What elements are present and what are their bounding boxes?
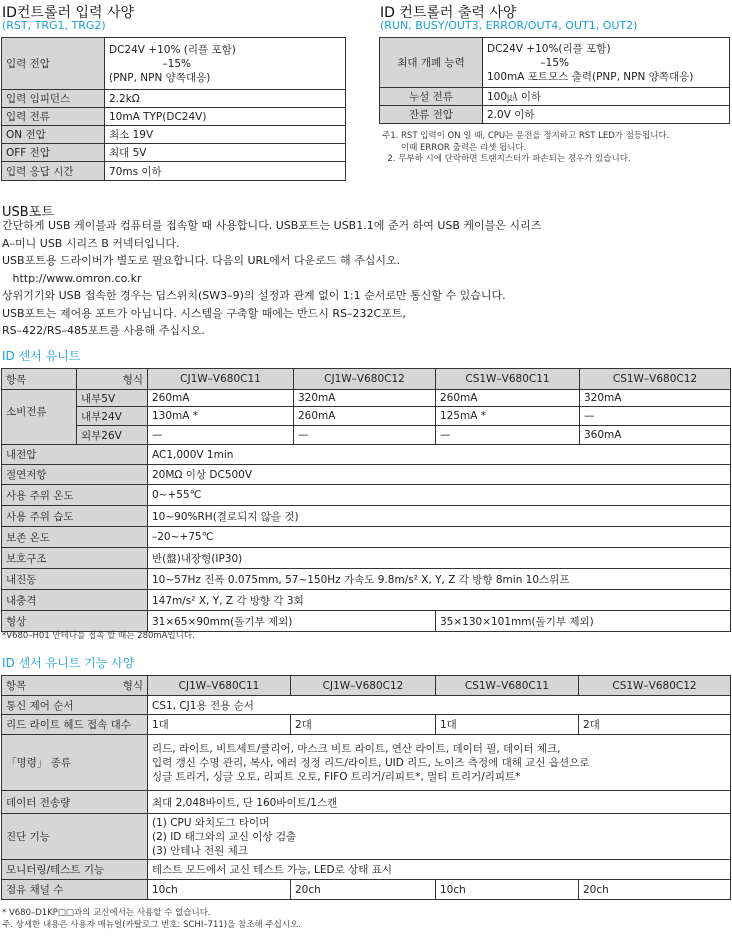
spec-value: 10~90%RH(결로되지 않을 것)	[148, 506, 731, 527]
spec-label: 사용 주위 습도	[2, 506, 148, 527]
cmd-line: 리드, 라이트, 비트세트/클리어, 마스크 비트 라이트, 연산 라이트, 데이터 필, 데이터 체크,	[152, 742, 561, 755]
diag-line: (3) 안테나 전원 체크	[152, 844, 248, 857]
shape-value: 31×65×90mm(돌기부 제외)	[148, 611, 436, 632]
spec-value: 0~+55℃	[148, 485, 731, 506]
cmd-label: 「명령」 종류	[2, 735, 148, 791]
usb-line: RS–422/RS–485포트를 사용해 주십시오.	[2, 324, 205, 337]
output-spec-label: 최대 개폐 능력	[380, 38, 483, 88]
function-title: ID 센서 유니트 기능 사양	[2, 656, 135, 670]
output-spec-notes	[382, 131, 669, 166]
input-spec-label: 입력 전류	[2, 108, 105, 126]
input-spec-label: 입력 응답 시간	[2, 162, 105, 181]
spec-value: 20MΩ 이상 DC500V	[148, 465, 731, 485]
spec-value: 10~57Hz 진폭 0.075mm, 57~150Hz 가속도 9.8m/s² X, Y, Z 각 방향 8min 10스위프	[148, 569, 731, 590]
heads-value: 1대	[436, 715, 579, 735]
input-spec-label: 입력 임피던스	[2, 90, 105, 108]
input-spec-value: –15%	[109, 57, 191, 70]
output-spec-value: DC24V +10%(리플 포함)	[487, 42, 611, 55]
data-label: 데이터 전송량	[2, 791, 148, 814]
model-header: CS1W–V680C11	[436, 676, 579, 696]
output-spec-value: 100mA 포트모스 출력(PNP, NPN 양쪽대응)	[487, 70, 694, 83]
consumption-value: —	[436, 426, 580, 445]
output-spec-title: ID 컨트롤러 출력 사양	[380, 5, 517, 21]
sensor-title: ID 센서 유니트	[2, 349, 81, 363]
input-spec-label: 입력 전압	[2, 38, 105, 90]
note-line: 주1. RST 입력이 ON 일 때, CPU는 운전을 정지하고 RST LED가 점등됩니다.	[382, 131, 670, 141]
heads-label: 리드 라이트 헤드 접속 대수	[2, 715, 148, 735]
header-type-text: 형식	[122, 680, 143, 692]
output-spec-value: 100㎂ 이하	[483, 88, 730, 106]
shape-value: 35×130×101mm(돌기부 제외)	[436, 611, 731, 632]
spec-label: 보존 온도	[2, 527, 148, 548]
channel-value: 10ch	[436, 880, 579, 900]
input-spec-value: 최대 5V	[105, 144, 346, 162]
monitor-label: 모니터링/테스트 기능	[2, 860, 148, 880]
usb-line: A–미니 USB 시리즈 B 커넥터입니다.	[2, 236, 180, 250]
sensor-table	[1, 368, 731, 632]
consumption-value: —	[148, 426, 294, 445]
usb-line: 상위기기와 USB 접속한 경우는 딥스위치(SW3–9)의 설정과 관계 없이 1:1 순서로만 통신할 수 있습니다.	[2, 289, 506, 302]
model-header: CS1W–V680C12	[579, 676, 731, 696]
spec-label: 보호구조	[2, 548, 148, 569]
header-item: 항목	[2, 369, 77, 390]
consumption-value: 260mA	[294, 407, 436, 426]
consumption-sublabel: 내부24V	[77, 407, 148, 426]
input-spec-value: 70ms 이하	[105, 162, 346, 181]
model-header: CJ1W–V680C11	[148, 369, 294, 390]
diag-label: 진단 기능	[2, 814, 148, 860]
spec-value: –20~+75℃	[148, 527, 731, 548]
output-spec-label: 잔류 전압	[380, 106, 483, 124]
model-header: CJ1W–V680C12	[294, 369, 436, 390]
monitor-value: 테스트 모드에서 교신 테스트 가능, LED로 상태 표시	[148, 860, 731, 880]
output-spec-table	[379, 37, 730, 124]
note-line: 2. 무부하 시에 단락하면 트랜지스터가 파손되는 경우가 있습니다.	[382, 154, 631, 164]
comm-value: CS1, CJ1용 전용 순서	[148, 696, 731, 715]
consumption-sublabel: 외부26V	[77, 426, 148, 445]
input-spec-label: OFF 전압	[2, 144, 105, 162]
model-header: CS1W–V680C11	[436, 369, 580, 390]
model-header: CJ1W–V680C12	[291, 676, 436, 696]
input-spec-value: 최소 19V	[105, 126, 346, 144]
data-value: 최대 2,048바이트, 단 160바이트/1스캔	[148, 791, 731, 814]
input-spec-value: (PNP, NPN 양쪽대응)	[109, 71, 211, 84]
consumption-label: 소비전류	[2, 390, 77, 445]
shape-label: 형상	[2, 611, 148, 632]
usb-line: 간단하게 USB 케이블과 컴퓨터를 접속할 때 사용합니다. USB포트는 USB1.1에 준거 하여 USB 케이블은 시리즈	[2, 219, 542, 232]
input-spec-label: ON 전압	[2, 126, 105, 144]
header-item-text: 항목	[6, 680, 27, 692]
channel-label: 점유 채널 수	[2, 880, 148, 900]
usb-line: USB포트용 드라이버가 별도로 필요합니다. 다음의 URL에서 다운로드 해 주십시오.	[2, 254, 401, 267]
spec-label: 사용 주위 온도	[2, 485, 148, 506]
usb-line: USB포트는 제어용 포트가 아닙니다. 시스템을 구축할 때에는 반드시 RS–232C포트,	[2, 306, 406, 320]
usb-paragraph	[2, 217, 730, 340]
sensor-note: *V680–H01 안테나를 접속 할 때는 280mA입니다.	[2, 631, 195, 641]
consumption-value: 320mA	[580, 390, 731, 407]
diag-line: (2) ID 태그와의 교신 이상 검출	[152, 830, 297, 843]
note-line: 이때 ERROR 출력은 리셋 됩니다.	[382, 142, 527, 153]
cmd-line: 입력 갱신 수명 관리, 복사, 에러 정정 리드/라이트, UID 리드, 노이즈 측정에 대해 교신 옵션으로	[152, 756, 590, 769]
input-spec-subtitle: (RST, TRG1, TRG2)	[2, 19, 106, 32]
spec-label: 내전압	[2, 445, 148, 465]
consumption-value: 360mA	[580, 426, 731, 445]
spec-label: 절연저항	[2, 465, 148, 485]
model-header: CJ1W–V680C11	[148, 676, 291, 696]
header-type: 형식	[77, 369, 148, 390]
heads-value: 2대	[291, 715, 436, 735]
consumption-value: 260mA	[436, 390, 580, 407]
input-spec-table	[1, 37, 346, 181]
input-spec-title: ID컨트롤러 입력 사양	[2, 5, 135, 21]
usb-title: USB포트	[2, 205, 54, 220]
spec-value: 반(盤)내장형(IP30)	[148, 548, 731, 569]
note-line: * V680–D1KP□□과의 교신에서는 사용할 수 없습니다.	[2, 908, 211, 918]
consumption-value: 260mA	[148, 390, 294, 407]
model-header: CS1W–V680C12	[580, 369, 731, 390]
consumption-sublabel: 내부5V	[77, 390, 148, 407]
heads-value: 1대	[148, 715, 291, 735]
spec-label: 내충격	[2, 590, 148, 611]
channel-value: 10ch	[148, 880, 291, 900]
header-item	[2, 676, 148, 696]
comm-label: 통신 제어 순서	[2, 696, 148, 715]
spec-value: AC1,000V 1min	[148, 445, 731, 465]
note-line: 주. 상세한 내용은 사용자 매뉴얼(카탈로그 번호: SCHI–711)을 참조해 주십시오.	[2, 919, 301, 930]
consumption-value: 125mA *	[436, 407, 580, 426]
input-spec-value: 10mA TYP(DC24V)	[105, 108, 346, 126]
output-spec-value: –15%	[487, 56, 569, 69]
function-notes	[2, 908, 301, 931]
consumption-value: —	[580, 407, 731, 426]
input-spec-value: DC24V +10% (리플 포함)	[109, 43, 236, 56]
cmd-line: 싱글 트리거, 싱글 오토, 리피트 오토, FIFO 트리거/리피트*, 멀티 트리거/리피트*	[152, 770, 521, 783]
input-spec-value: 2.2kΩ	[105, 90, 346, 108]
consumption-value: —	[294, 426, 436, 445]
usb-url: http://www.omron.co.kr	[2, 271, 142, 285]
diag-line: (1) CPU 와치도그 타이머	[152, 816, 270, 829]
consumption-value: 320mA	[294, 390, 436, 407]
output-spec-label: 누설 전류	[380, 88, 483, 106]
output-spec-subtitle: (RUN, BUSY/OUT3, ERROR/OUT4, OUT1, OUT2)	[380, 19, 638, 32]
consumption-value: 130mA *	[148, 407, 294, 426]
output-spec-value: 2.0V 이하	[483, 106, 730, 124]
spec-value: 147m/s² X, Y, Z 각 방향 각 3회	[148, 590, 731, 611]
spec-label: 내진동	[2, 569, 148, 590]
function-table	[1, 675, 731, 900]
heads-value: 2대	[579, 715, 731, 735]
channel-value: 20ch	[579, 880, 731, 900]
channel-value: 20ch	[291, 880, 436, 900]
